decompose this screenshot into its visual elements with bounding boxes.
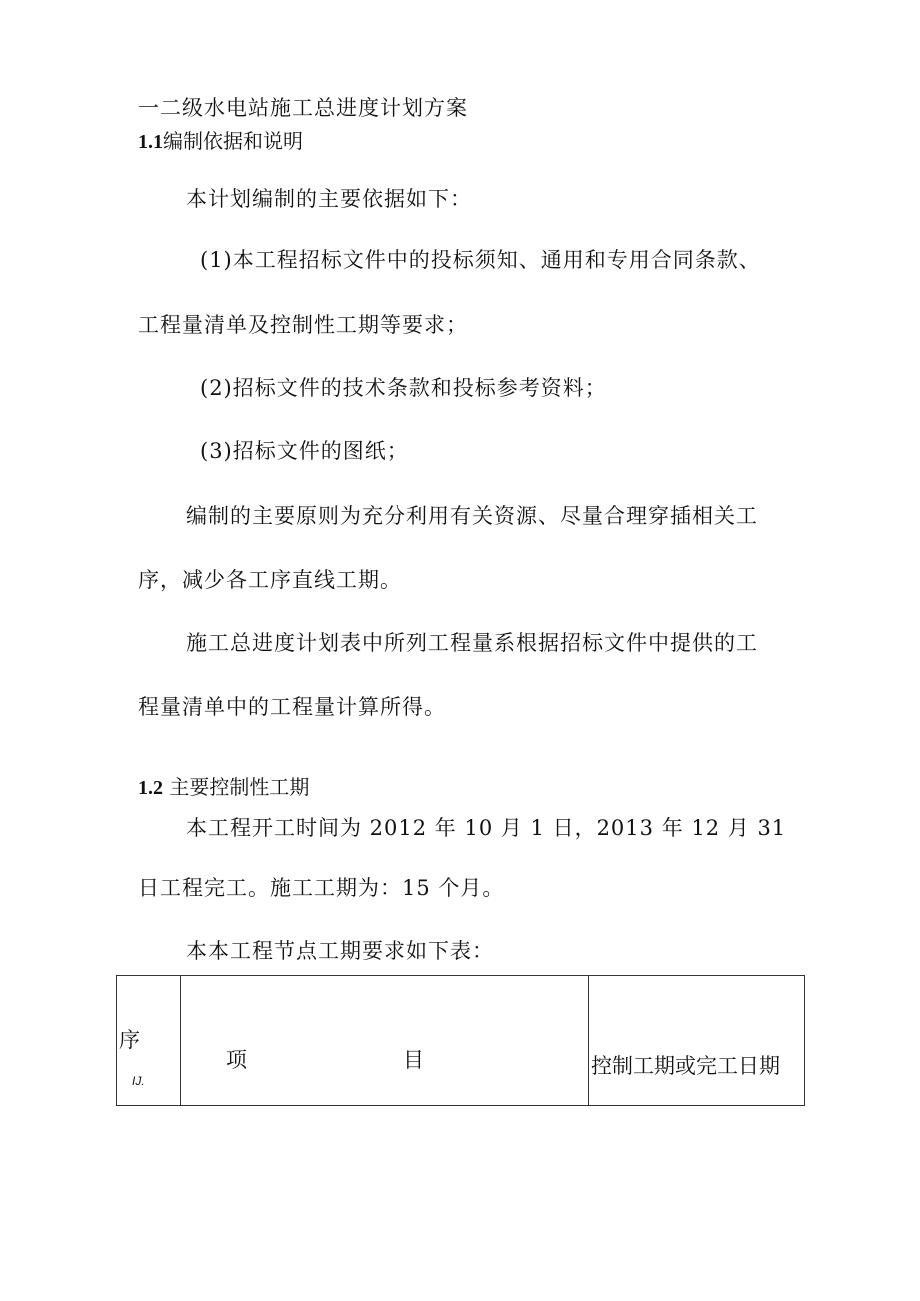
basis-intro: 本计划编制的主要依据如下：: [186, 187, 472, 211]
schedule-paragraph-line-1: 本工程开工时间为 2012 年 10 月 1 日，2013 年 12 月 31: [186, 816, 787, 840]
table-intro: 本本工程节点工期要求如下表：: [186, 939, 494, 963]
schedule-paragraph-line-2: 日工程完工。施工工期为：15 个月。: [138, 876, 505, 900]
principle-paragraph-line-2: 序，减少各工序直线工期。: [138, 568, 402, 592]
section-heading-text: 主要控制性工期: [169, 775, 310, 799]
section-1-2-heading: [138, 773, 309, 802]
basis-item-1-line-2: 工程量清单及控制性工期等要求；: [138, 313, 468, 337]
header-item-label-right: 目: [403, 1048, 424, 1072]
basis-item-3: (3)招标文件的图纸；: [200, 439, 409, 463]
header-cell-date: [589, 976, 805, 1106]
quantity-paragraph-line-2: 程量清单中的工程量计算所得。: [138, 695, 446, 719]
document-title: 一二级水电站施工总进度计划方案: [138, 96, 468, 120]
header-item-label-left: 项: [226, 1048, 247, 1072]
milestone-table: [116, 975, 805, 1106]
header-cell-seq: [117, 976, 181, 1106]
table-header-row: [117, 976, 805, 1106]
section-1-1-heading: [138, 127, 303, 156]
section-number: 1.2: [138, 777, 163, 799]
section-number: 1.1: [138, 131, 163, 153]
basis-item-1-line-1: (1)本工程招标文件中的投标须知、通用和专用合同条款、: [200, 248, 761, 272]
section-heading-text: 编制依据和说明: [163, 129, 303, 153]
header-seq-label: 序: [119, 1028, 140, 1052]
header-cell-item: [181, 976, 589, 1106]
basis-item-2: (2)招标文件的技术条款和投标参考资料；: [200, 376, 607, 400]
header-seq-mark: IJ.: [132, 1074, 145, 1088]
principle-paragraph-line-1: 编制的主要原则为充分利用有关资源、尽量合理穿插相关工: [186, 504, 758, 528]
quantity-paragraph-line-1: 施工总进度计划表中所列工程量系根据招标文件中提供的工: [186, 631, 758, 655]
header-date-label: 控制工期或完工日期: [591, 1054, 780, 1078]
